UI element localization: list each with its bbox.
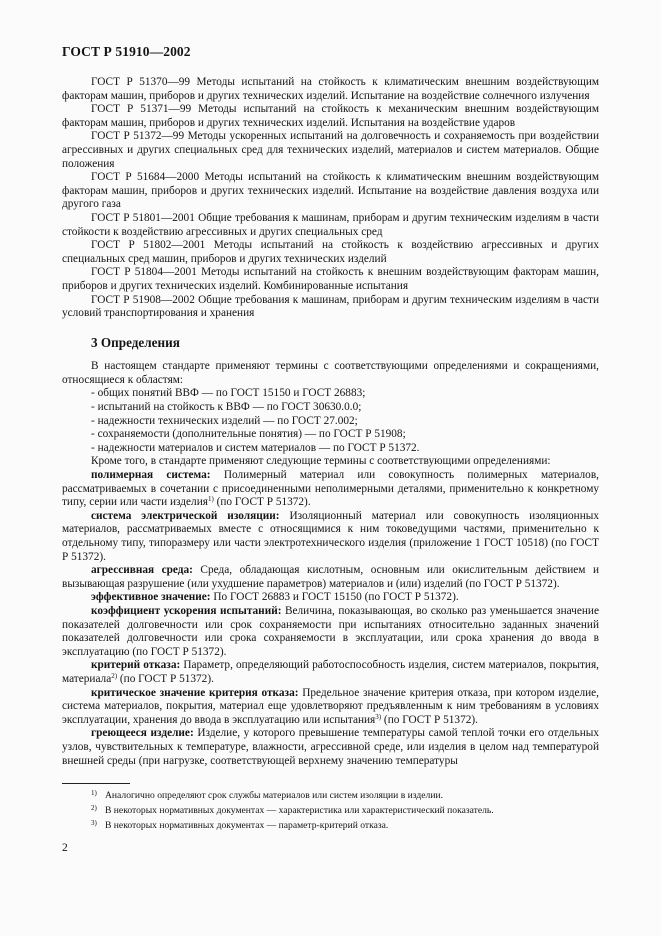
- definition-text: Параметр, определяющий работоспособность изделия, систем материалов, покрытия, материала: [62, 659, 599, 685]
- footnote-text: Аналогично определяют срок службы материалов или систем изоляции в изделии.: [105, 790, 443, 801]
- reference-code: ГОСТ Р 51371—99: [91, 103, 192, 116]
- reference-text: Методы испытаний на стойкость к климатическим внешним воздействующим факторам машин, приборов и других технических изделий. Испытание на воздействие солнечного излучения: [62, 76, 600, 102]
- list-item: - надежности материалов и систем материалов — по ГОСТ Р 51372.: [91, 441, 420, 454]
- definition-source: (по ГОСТ Р 51372).: [117, 672, 214, 685]
- list-item: - надежности технических изделий — по ГОСТ 27.002;: [91, 414, 358, 427]
- reference-text: Методы испытаний на стойкость к механическим внешним воздействующим факторам машин, приборов и других технических изделий. Испытания на воздействие ударов: [62, 103, 600, 129]
- definition-item: [62, 591, 599, 605]
- reference-text: Общие требования к машинам, приборам и другим техническим изделиям в части стойкости к воздействию агрессивных и других специальных сред: [62, 211, 599, 238]
- definition-text: Изделие, у которого превышение температуры самой теплой точки его отдельных узлов, чувствительных к температуре, влажности, агрессивной среде, или изделия в целом над температурой внешней среды (при нагрузке, соответствующей верхнему значению температуры: [62, 727, 599, 767]
- definition-text: Предельное значение критерия отказа, при котором изделие, система материалов, покрытия, материал еще удовлетворяют предъявленным к ним требованиям в условиях эксплуатации, хранения до ввода в эксплуатацию или испытания: [62, 686, 599, 726]
- footnote-mark: 1): [91, 789, 97, 797]
- section-heading: 3 Определения: [91, 334, 180, 350]
- definition-item: [62, 727, 599, 768]
- definition-term: греющееся изделие:: [91, 727, 194, 740]
- reference-item: [62, 294, 599, 321]
- footnote-item: [62, 802, 599, 817]
- definitions-list: [62, 469, 599, 768]
- definition-term: критерий отказа:: [91, 659, 181, 672]
- footnote-ref: 2): [111, 671, 118, 680]
- definition-item: [62, 564, 599, 591]
- footnote-ref: 1): [207, 495, 214, 504]
- list-item: - испытаний на стойкость к ВВФ — по ГОСТ 30630.0.0;: [91, 401, 362, 414]
- definition-item: [62, 469, 599, 510]
- definition-text: Полимерный материал или совокупность полимерных материалов, рассматриваемых в сочетании с присоединенными неполимерными деталями, применительно к конкретному типу, серии или части изделия: [62, 469, 599, 509]
- reference-text: Методы испытаний на стойкость к воздействию агрессивных и других специальных сред машин, приборов и других технических изделий: [62, 239, 599, 265]
- areas-list: [62, 387, 599, 455]
- footnote-mark: 3): [91, 819, 97, 827]
- page-number: 2: [62, 842, 68, 854]
- definition-term: система электрической изоляции:: [91, 509, 280, 522]
- reference-text: Методы испытаний на стойкость к внешним воздействующим факторам машин, приборов и других технических изделий. Комбинированные испытания: [62, 266, 599, 292]
- footnotes: [62, 783, 599, 832]
- references-list: [62, 76, 599, 321]
- reference-code: ГОСТ Р 51801—2001: [91, 211, 195, 224]
- definition-text: Изоляционный материал или совокупность изоляционных материалов, рассматриваемых вместе с относящимися к ним токоведущими частями, применительно к отдельному типу, типоразмеру или части электротехнического изделия (приложение 1 ГОСТ 10518) (по ГОСТ Р 51372).: [62, 509, 599, 563]
- definition-term: эффективное значение:: [91, 591, 211, 604]
- footnote-mark: 2): [91, 804, 97, 812]
- reference-item: [62, 212, 599, 239]
- reference-code: ГОСТ Р 51804—2001: [91, 266, 197, 279]
- section-intro: В настоящем стандарте применяют термины с соответствующими определениями и сокращениями, относящиеся к областям:: [62, 360, 599, 386]
- list-item: - сохраняемости (дополнительные понятия) — по ГОСТ Р 51908;: [91, 428, 406, 441]
- reference-code: ГОСТ Р 51370—99: [91, 76, 191, 88]
- reference-item: [62, 266, 599, 293]
- definition-term: агрессивная среда:: [91, 564, 193, 577]
- definition-term: критическое значение критерия отказа:: [91, 686, 299, 699]
- definition-text: Величина, показывающая, во сколько раз уменьшается значение показателей долговечности или срок сохраняемости при испытаниях относительно заданных значений показателей долговечности или срока сохраняемости в эксплуатации, или срока хранения до ввода в эксплуатацию (по ГОСТ Р 51372).: [62, 604, 599, 658]
- definition-text: По ГОСТ 26883 и ГОСТ 15150 (по ГОСТ Р 51372).: [210, 591, 459, 604]
- reference-text: Общие требования к машинам, приборам и другим техническим изделиям в части условий транспортирования и хранения: [62, 293, 599, 320]
- definition-item: [62, 687, 599, 728]
- definition-term: коэффициент ускорения испытаний:: [91, 604, 282, 617]
- definition-item: [62, 510, 599, 564]
- reference-code: ГОСТ Р 51802—2001: [91, 239, 206, 252]
- reference-item: [62, 171, 599, 212]
- reference-code: ГОСТ Р 51908—2002: [91, 293, 195, 306]
- footnote-text: В некоторых нормативных документах — характеристика или характеристический показатель.: [105, 805, 494, 816]
- footnote-item: [62, 817, 599, 832]
- list-item: - общих понятий ВВФ — по ГОСТ 15150 и ГОСТ 26883;: [91, 387, 366, 400]
- reference-item: [62, 103, 599, 130]
- footnote-text: В некоторых нормативных документах — параметр-критерий отказа.: [105, 820, 389, 831]
- reference-text: Методы испытаний на стойкость к климатическим внешним воздействующим факторам машин, приборов и других технических изделий. Испытание на воздействие давления воздуха или другого газа: [62, 171, 600, 211]
- definition-item: [62, 659, 599, 686]
- main-content: [62, 76, 599, 768]
- footnote-item: [62, 787, 599, 802]
- definitions-intro: Кроме того, в стандарте применяют следующие термины с соответствующими определениями:: [91, 455, 551, 468]
- reference-text: Методы ускоренных испытаний на долговечность и сохраняемость при воздействии агрессивных и других специальных сред для технических изделий, материалов и систем материалов. Общие положения: [62, 130, 599, 170]
- reference-item: [62, 130, 599, 171]
- reference-item: [62, 239, 599, 266]
- footnote-ref: 3): [375, 712, 382, 721]
- reference-code: ГОСТ Р 51684—2000: [91, 171, 200, 184]
- reference-item: [62, 76, 599, 103]
- footnote-divider: [62, 783, 130, 784]
- reference-code: ГОСТ Р 51372—99: [91, 130, 185, 143]
- definition-text: Среда, обладающая кислотным, основным или окислительным действием и вызывающая разрушение (или ухудшение параметров) материалов и (или) изделий (по ГОСТ Р 51372).: [62, 564, 599, 590]
- definition-term: полимерная система:: [91, 469, 211, 482]
- definition-item: [62, 605, 599, 659]
- document-header: ГОСТ Р 51910—2002: [62, 44, 191, 59]
- definition-source: (по ГОСТ Р 51372).: [213, 496, 311, 509]
- definition-source: (по ГОСТ Р 51372).: [381, 713, 478, 726]
